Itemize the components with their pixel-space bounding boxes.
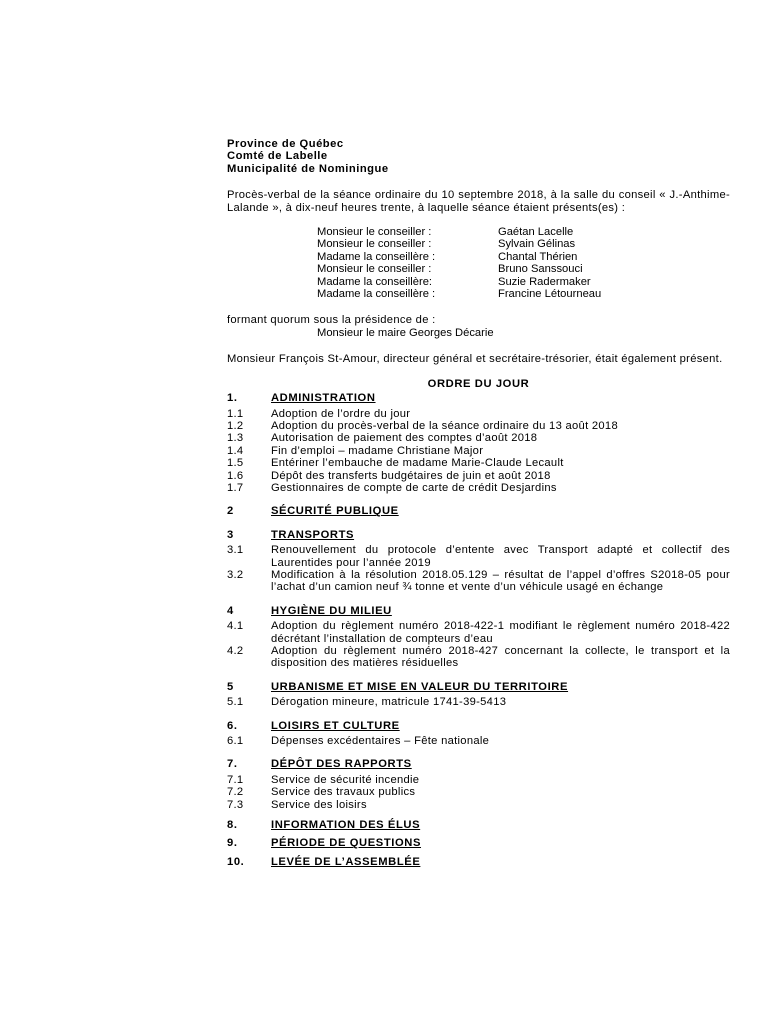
item-number: 5.1: [227, 696, 244, 709]
section-heading: [227, 605, 730, 617]
item-text: Entériner l’embauche de madame Marie-Claude Lecault: [271, 457, 564, 470]
item-text: Adoption de l’ordre du jour: [271, 407, 411, 420]
agenda-item: [227, 470, 730, 482]
agenda-item: [227, 645, 730, 670]
header-municipality: Municipalité de Nominingue: [227, 162, 389, 175]
quorum-line: formant quorum sous la présidence de :: [227, 314, 436, 327]
item-number: 1.5: [227, 457, 244, 470]
section-title: LEVÉE DE L’ASSEMBLÉE: [271, 855, 421, 868]
item-number: 4.1: [227, 620, 244, 633]
agenda-item: [227, 799, 730, 811]
section-title: DÉPÔT DES RAPPORTS: [271, 758, 412, 771]
agenda-item: [227, 735, 730, 747]
item-number: 1.3: [227, 432, 244, 445]
item-text: Dépenses excédentaires – Fête nationale: [271, 735, 490, 748]
agenda-item: [227, 569, 730, 594]
section-title: URBANISME ET MISE EN VALEUR DU TERRITOIRE: [271, 680, 569, 693]
document-page: [227, 138, 730, 868]
item-number: 7.3: [227, 798, 244, 811]
attendee-list: [317, 226, 730, 300]
section-title: SÉCURITÉ PUBLIQUE: [271, 505, 399, 518]
agenda-item: [227, 620, 730, 645]
agenda-section: [227, 856, 730, 868]
item-number: 3.1: [227, 544, 244, 557]
item-text: Adoption du règlement numéro 2018-427 concernant la collecte, le transport et la disposition des matières résiduelles: [271, 645, 730, 670]
agenda-section: [227, 605, 730, 670]
item-number: 1.6: [227, 469, 244, 482]
item-number: 1.2: [227, 419, 244, 432]
section-heading: [227, 505, 730, 517]
attendee-name: Gaétan Lacelle: [498, 226, 574, 239]
section-title: HYGIÈNE DU MILIEU: [271, 604, 392, 617]
section-heading: [227, 529, 730, 541]
section-number: 1.: [227, 392, 238, 405]
attendee-row: [317, 238, 730, 250]
agenda-item: [227, 432, 730, 444]
agenda-section: [227, 758, 730, 811]
item-number: 7.2: [227, 786, 244, 799]
section-heading: [227, 720, 730, 732]
section-number: 5: [227, 680, 234, 693]
section-heading: [227, 681, 730, 693]
attendee-name: Suzie Radermaker: [498, 275, 591, 288]
section-number: 3: [227, 528, 234, 541]
agenda-section: [227, 819, 730, 831]
section-number: 10.: [227, 855, 245, 868]
item-text: Autorisation de paiement des comptes d’août 2018: [271, 432, 538, 445]
item-text: Adoption du procès-verbal de la séance ordinaire du 13 août 2018: [271, 419, 618, 432]
attendee-name: Francine Létourneau: [498, 288, 602, 301]
section-heading: [227, 758, 730, 770]
agenda-section: [227, 720, 730, 748]
section-number: 9.: [227, 837, 238, 850]
agenda-item: [227, 774, 730, 786]
attendee-row: [317, 288, 730, 300]
section-title: LOISIRS ET CULTURE: [271, 719, 400, 732]
agenda-item: [227, 408, 730, 420]
item-text: Adoption du règlement numéro 2018-422-1 modifiant le règlement numéro 2018-422 décrétant l’installation de compteurs d’eau: [271, 620, 730, 645]
agenda-item: [227, 786, 730, 798]
item-number: 1.4: [227, 444, 244, 457]
attendee-name: Chantal Thérien: [498, 250, 578, 263]
attendee-role: Madame la conseillère:: [317, 275, 433, 288]
attendee-role: Monsieur le conseiller :: [317, 263, 432, 276]
attendee-name: Sylvain Gélinas: [498, 238, 576, 251]
agenda-section: [227, 392, 730, 494]
item-text: Dérogation mineure, matricule 1741-39-5413: [271, 696, 507, 709]
agenda-item: [227, 420, 730, 432]
section-heading: [227, 392, 730, 404]
section-number: 2: [227, 505, 234, 518]
attendee-row: [317, 251, 730, 263]
agenda-item: [227, 696, 730, 708]
section-heading: [227, 837, 730, 849]
item-text: Service des loisirs: [271, 798, 367, 811]
intro-paragraph: Procès-verbal de la séance ordinaire du 10 septembre 2018, à la salle du conseil « J.-Anthime-Lalande », à dix-neuf heures trente, à laquelle séance étaient présents(es) :: [227, 189, 730, 214]
header-province: Province de Québec: [227, 138, 344, 150]
agenda-section: [227, 529, 730, 594]
director-paragraph: Monsieur François St-Amour, directeur général et secrétaire-trésorier, était également présent.: [227, 353, 723, 366]
attendee-row: [317, 276, 730, 288]
agenda-item: [227, 544, 730, 569]
agenda-item: [227, 457, 730, 469]
item-number: 1.7: [227, 481, 244, 494]
header-county: Comté de Labelle: [227, 150, 328, 163]
item-text: Service de sécurité incendie: [271, 773, 420, 786]
section-heading: [227, 856, 730, 868]
item-text: Dépôt des transferts budgétaires de juin et août 2018: [271, 469, 551, 482]
section-number: 7.: [227, 758, 238, 771]
item-text: Gestionnaires de compte de carte de crédit Desjardins: [271, 481, 557, 494]
item-text: Fin d’emploi – madame Christiane Major: [271, 444, 484, 457]
item-text: Renouvellement du protocole d’entente avec Transport adapté et collectif des Laurentides pour l’année 2019: [271, 544, 730, 569]
attendee-role: Monsieur le conseiller :: [317, 238, 432, 251]
section-title: TRANSPORTS: [271, 528, 355, 541]
attendee-name: Bruno Sanssouci: [498, 263, 583, 276]
item-number: 3.2: [227, 568, 244, 581]
section-number: 4: [227, 604, 234, 617]
agenda-title: ORDRE DU JOUR: [427, 377, 530, 390]
section-title: INFORMATION DES ÉLUS: [271, 819, 421, 832]
agenda-item: [227, 445, 730, 457]
agenda-section: [227, 837, 730, 849]
agenda-item: [227, 482, 730, 494]
item-text: Modification à la résolution 2018.05.129 – résultat de l’appel d’offres S2018-05 pour l’achat d’un camion neuf ¾ tonne et vente d’un véhicule usagé en échange: [271, 568, 730, 594]
attendee-role: Madame la conseillère :: [317, 288, 436, 301]
attendee-row: [317, 226, 730, 238]
section-number: 8.: [227, 819, 238, 832]
item-number: 4.2: [227, 645, 244, 657]
attendee-role: Madame la conseillère :: [317, 250, 436, 263]
item-number: 6.1: [227, 735, 244, 748]
section-heading: [227, 819, 730, 831]
attendee-role: Monsieur le conseiller :: [317, 226, 432, 239]
item-number: 7.1: [227, 773, 244, 786]
agenda-section: [227, 505, 730, 517]
agenda-section: [227, 681, 730, 709]
section-title: PÉRIODE DE QUESTIONS: [271, 837, 422, 850]
agenda-list: [227, 392, 730, 868]
item-text: Service des travaux publics: [271, 786, 416, 799]
section-number: 6.: [227, 719, 238, 732]
section-title: ADMINISTRATION: [271, 392, 376, 405]
mayor-line: Monsieur le maire Georges Décarie: [317, 326, 494, 339]
attendee-row: [317, 263, 730, 275]
item-number: 1.1: [227, 407, 244, 420]
